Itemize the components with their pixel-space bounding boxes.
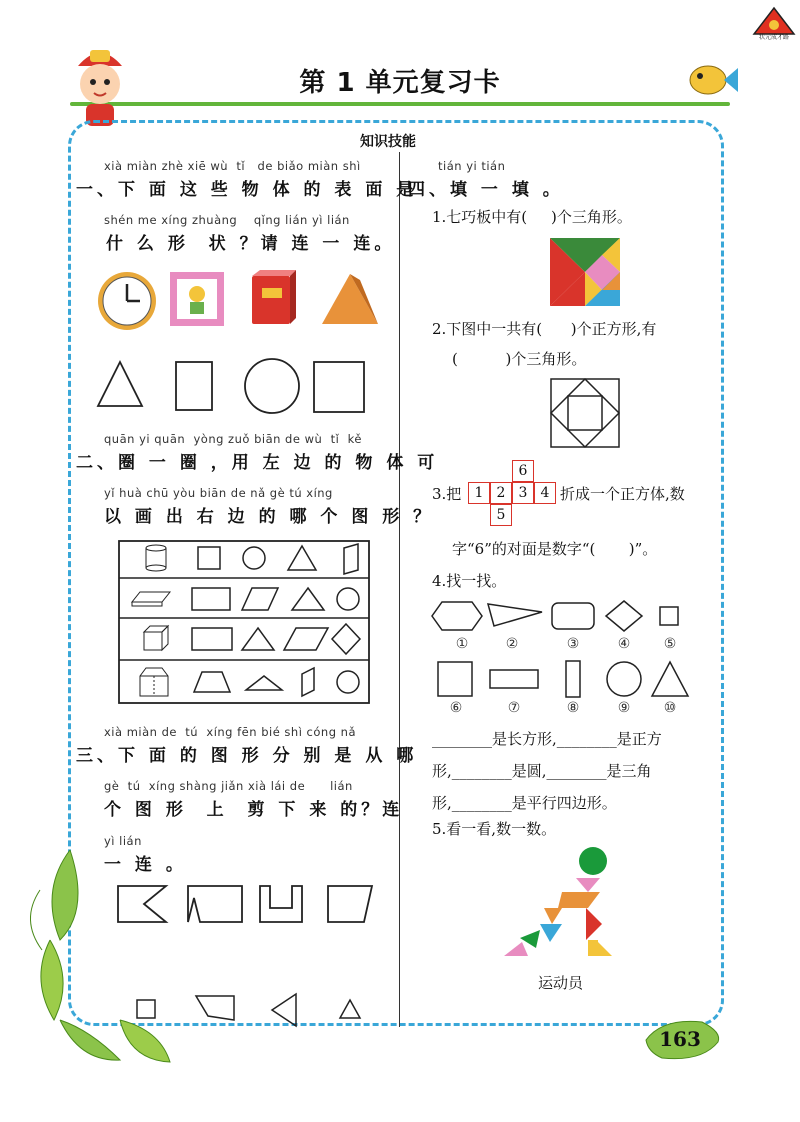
q4-item-5: 5.看一看,数一数。 [432, 820, 557, 838]
picture-frame-icon [168, 270, 226, 328]
q4-heading: 四、填 一 填 。 [408, 180, 564, 200]
q2-shapes-table [118, 540, 370, 704]
leaf-decoration [30, 830, 180, 1070]
q4-item-2b: ( )个三角形。 [452, 350, 587, 368]
q4-item-4: 4.找一找。 [432, 572, 507, 590]
shape-label-4: ④ [617, 636, 631, 652]
q2-pinyin-1: quān yi quān yòng zuǒ biān de wù tǐ kě [104, 432, 362, 446]
q1-line-1: 一、下 面 这 些 物 体 的 表 面 是 [76, 180, 418, 200]
q1-pinyin-1: xià miàn zhè xiē wù tǐ de biǎo miàn shì [104, 159, 361, 173]
find-shapes-row-2 [432, 660, 692, 698]
q3-pinyin-2: gè tú xíng shàng jiǎn xià lái de lián [104, 779, 353, 793]
shape-label-9: ⑨ [617, 700, 631, 716]
q1-line-2: 什 么 形 状 ？请 连 一 连。 [106, 234, 396, 254]
net-cell-6: 6 [512, 460, 534, 482]
q4-item-2a: 2.下图中一共有( )个正方形,有 [432, 320, 657, 338]
net-cell-2: 2 [490, 482, 512, 504]
nested-squares-figure [550, 378, 620, 448]
tangram-runner-figure [500, 846, 620, 966]
q4-fill-line-2: 形,________是圆,________是三角 [432, 762, 652, 780]
cartoon-fish-illustration [680, 52, 740, 106]
q4-fill-line-3: 形,________是平行四边形。 [432, 794, 617, 812]
shape-label-6: ⑥ [449, 700, 463, 716]
shape-label-8: ⑧ [566, 700, 580, 716]
shape-label-10: ⑩ [663, 700, 677, 716]
net-cell-1: 1 [468, 482, 490, 504]
net-cell-5: 5 [490, 504, 512, 526]
clock-icon [96, 270, 158, 332]
q4-item-1: 1.七巧板中有( )个三角形。 [432, 208, 632, 226]
q2-pinyin-2: yǐ huà chū yòu biān de nǎ gè tú xíng [104, 486, 333, 500]
q3-pinyin-1: xià miàn de tú xíng fēn bié shì cóng nǎ [104, 725, 356, 739]
shape-label-1: ① [455, 636, 469, 652]
net-cell-4: 4 [534, 482, 556, 504]
q4-pinyin: tián yi tián [438, 159, 506, 173]
q1-pinyin-2: shén me xíng zhuàng qǐng lián yì lián [104, 213, 350, 227]
q2-line-1: 二、圈 一 圈 ，用 左 边 的 物 体 可 [76, 453, 439, 473]
q4-item-3a-post: 折成一个正方体,数 [560, 485, 685, 503]
q3-pinyin-3: yì lián [104, 834, 142, 848]
cartoon-boy-illustration [60, 40, 140, 130]
net-cell-3: 3 [512, 482, 534, 504]
page-number: 163 [659, 1027, 701, 1051]
shape-label-2: ② [505, 636, 519, 652]
q2-line-2: 以 画 出 右 边 的 哪 个 图 形 ？ [104, 507, 435, 527]
find-shapes-row-1 [432, 600, 692, 636]
q1-shape-row [96, 356, 376, 418]
shape-label-5: ⑤ [663, 636, 677, 652]
triangular-prism-icon [316, 272, 380, 326]
page-title: 第 1 单元复习卡 [299, 68, 501, 98]
shape-label-3: ③ [566, 636, 580, 652]
column-divider [399, 152, 400, 1027]
q3-line-2: 个 图 形 上 剪 下 来 的？连 [104, 800, 404, 820]
shape-label-7: ⑦ [507, 700, 521, 716]
title-underline [70, 102, 730, 106]
q4-fill-line-1: ________是长方形,________是正方 [432, 730, 662, 748]
q3-line-1: 三、下 面 的 图 形 分 别 是 从 哪 [76, 746, 418, 766]
section-heading: 知识技能 [360, 134, 416, 150]
q3-line-3: 一 连 。 [104, 855, 187, 875]
publisher-logo-text: 状元成才路 [758, 34, 789, 41]
tangram-square [550, 238, 620, 306]
red-dictionary-icon [248, 270, 298, 326]
figure-caption: 运动员 [538, 974, 584, 992]
q4-item-3a-pre: 3.把 [432, 485, 462, 503]
q4-item-3b: 字“6”的对面是数字“( )”。 [452, 540, 658, 558]
